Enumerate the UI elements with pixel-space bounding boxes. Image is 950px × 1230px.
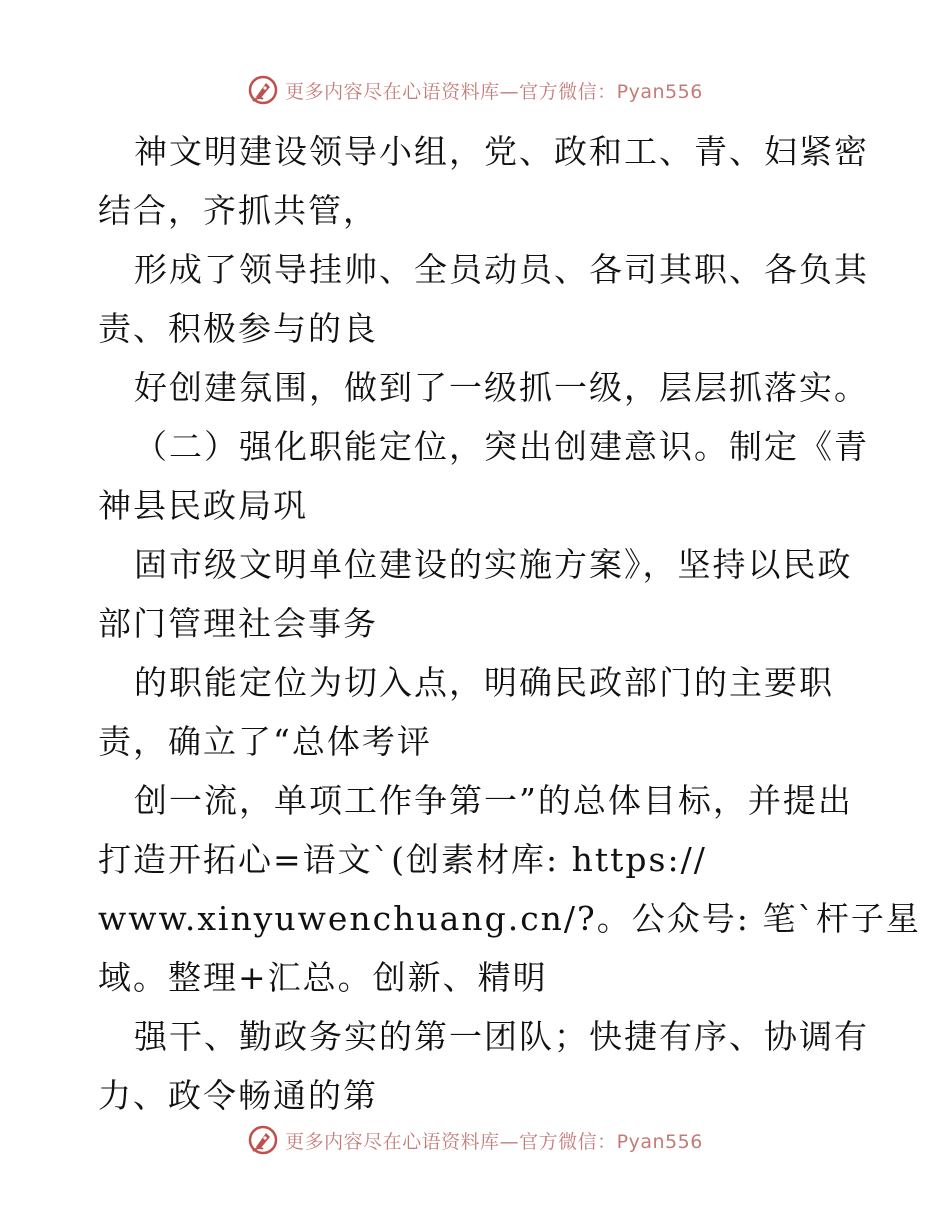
text-line: 神文明建设领导小组，党、政和工、青、妇紧密 <box>134 132 869 171</box>
text-line: 结合，齐抓共管， <box>98 191 378 230</box>
text-line: www.xinyuwenchuang.cn/?。公众号: 笔`杆子星 <box>98 899 921 938</box>
text-line: 的职能定位为切入点，明确民政部门的主要职 <box>134 663 834 702</box>
text-line: （二）强化职能定位，突出创建意识。制定《青 <box>134 427 869 466</box>
pen-nib-logo-icon <box>247 74 279 106</box>
text-line: 责，确立了“总体考评 <box>98 722 432 761</box>
text-line: 力、政令畅通的第 <box>98 1076 378 1115</box>
pen-nib-logo-icon <box>247 1124 279 1156</box>
footer-banner <box>0 1120 950 1160</box>
document-body <box>98 122 921 1125</box>
text-line: 强干、勤政务实的第一团队；快捷有序、协调有 <box>134 1017 869 1056</box>
header-banner-text: 更多内容尽在心语资料库—官方微信：Pyan556 <box>285 80 703 103</box>
text-line: 创一流，单项工作争第一”的总体目标，并提出 <box>134 781 853 820</box>
text-line: 好创建氛围，做到了一级抓一级，层层抓落实。 <box>134 368 869 407</box>
text-line: 固市级文明单位建设的实施方案》，坚持以民政 <box>134 545 853 584</box>
text-line: 神县民政局巩 <box>98 486 308 525</box>
header-banner <box>0 70 950 110</box>
footer-banner-text: 更多内容尽在心语资料库—官方微信：Pyan556 <box>285 1130 703 1153</box>
text-line: 域。整理+汇总。创新、精明 <box>98 958 548 997</box>
text-line: 责、积极参与的良 <box>98 309 378 348</box>
text-line: 打造开拓心=语文`(创素材库: https:// <box>98 840 707 879</box>
text-line: 形成了领导挂帅、全员动员、各司其职、各负其 <box>134 250 869 289</box>
text-line: 部门管理社会事务 <box>98 604 378 643</box>
